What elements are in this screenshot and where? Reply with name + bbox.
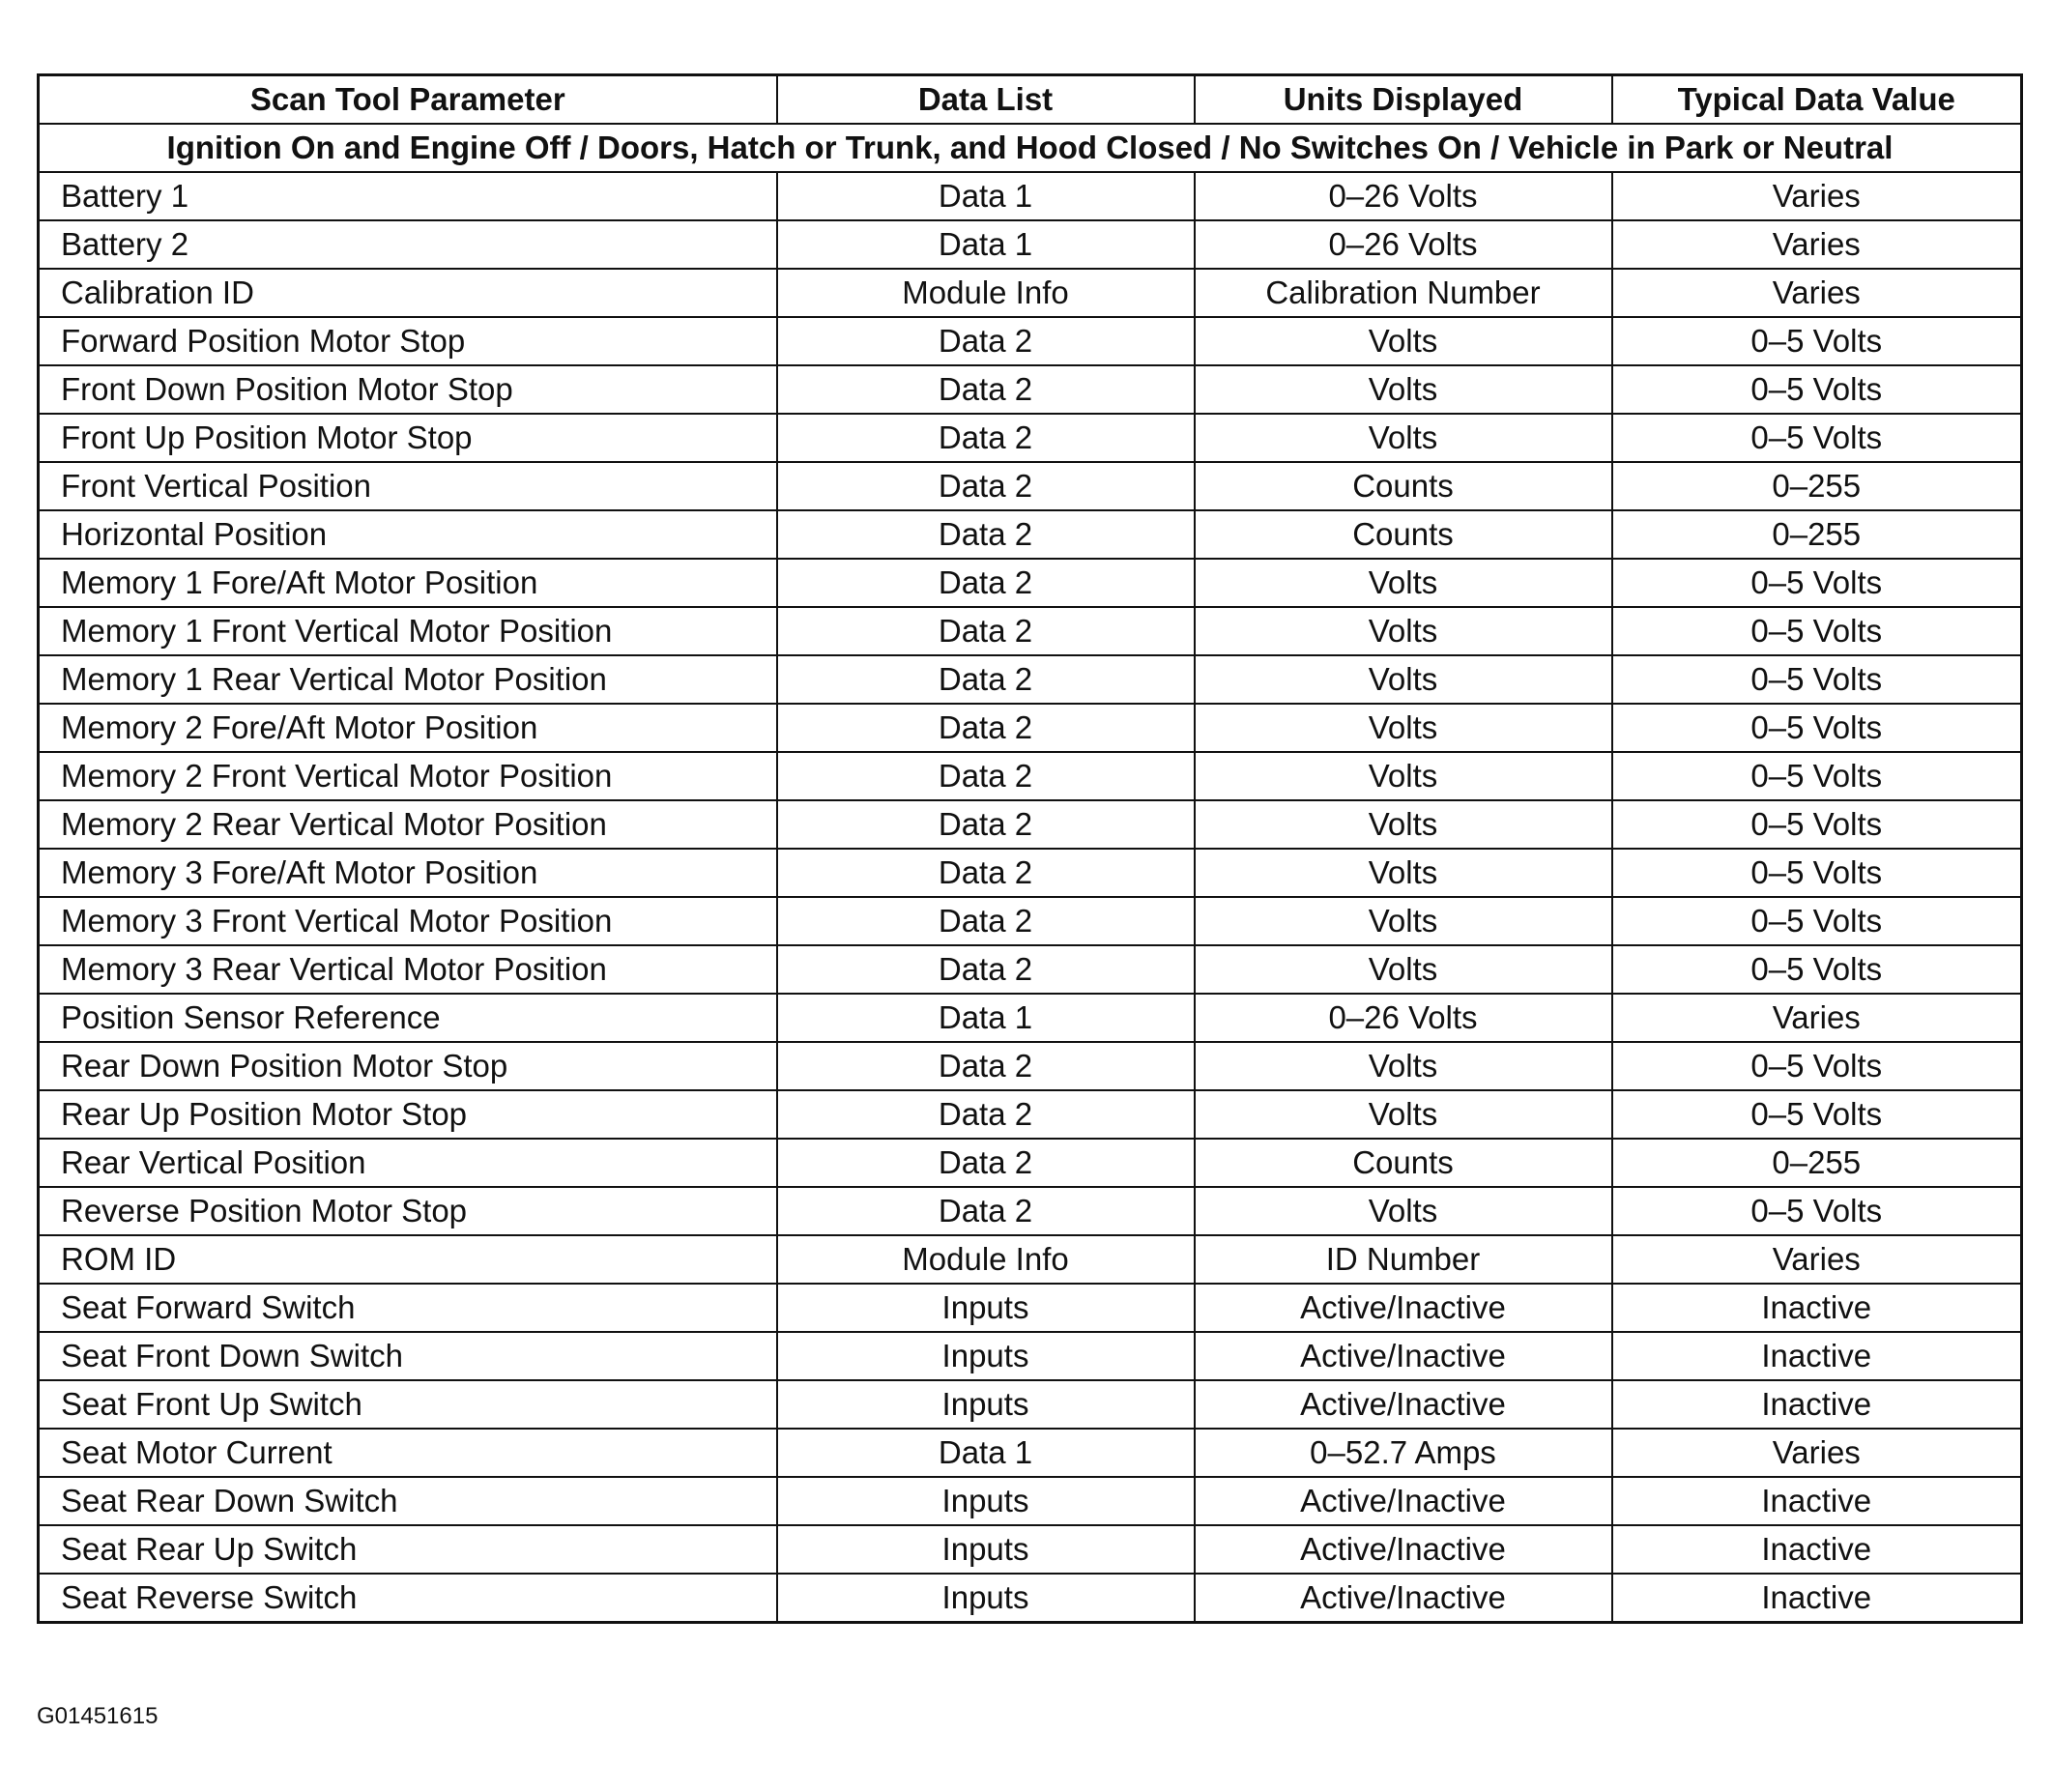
table-row — [39, 1090, 2022, 1139]
table-row — [39, 1187, 2022, 1235]
table-row — [39, 1332, 2022, 1380]
cell-data-list: Data 2 — [777, 752, 1195, 800]
cell-typical-value: 0–5 Volts — [1612, 945, 2022, 994]
cell-units: Volts — [1195, 1042, 1612, 1090]
table-row — [39, 559, 2022, 607]
cell-parameter: Position Sensor Reference — [39, 994, 777, 1042]
table-row — [39, 317, 2022, 365]
table-row — [39, 1477, 2022, 1525]
table-row — [39, 1139, 2022, 1187]
cell-parameter: Seat Forward Switch — [39, 1284, 777, 1332]
cell-typical-value: 0–255 — [1612, 462, 2022, 510]
cell-data-list: Data 2 — [777, 1090, 1195, 1139]
cell-units: Active/Inactive — [1195, 1380, 1612, 1429]
cell-data-list: Inputs — [777, 1477, 1195, 1525]
cell-typical-value: Inactive — [1612, 1332, 2022, 1380]
cell-units: Counts — [1195, 462, 1612, 510]
cell-units: Volts — [1195, 607, 1612, 655]
cell-data-list: Data 2 — [777, 414, 1195, 462]
header-units-displayed: Units Displayed — [1195, 75, 1612, 125]
table-row — [39, 994, 2022, 1042]
table-row — [39, 1429, 2022, 1477]
cell-parameter: Memory 1 Rear Vertical Motor Position — [39, 655, 777, 704]
cell-units: Volts — [1195, 655, 1612, 704]
cell-typical-value: 0–5 Volts — [1612, 607, 2022, 655]
cell-typical-value: Inactive — [1612, 1477, 2022, 1525]
table-row — [39, 607, 2022, 655]
table-row — [39, 172, 2022, 220]
cell-units: Volts — [1195, 559, 1612, 607]
cell-units: Volts — [1195, 752, 1612, 800]
cell-data-list: Data 2 — [777, 655, 1195, 704]
cell-data-list: Data 2 — [777, 704, 1195, 752]
cell-parameter: Rear Up Position Motor Stop — [39, 1090, 777, 1139]
cell-parameter: Calibration ID — [39, 269, 777, 317]
cell-units: Volts — [1195, 945, 1612, 994]
cell-typical-value: 0–5 Volts — [1612, 1042, 2022, 1090]
header-typical-data-value: Typical Data Value — [1612, 75, 2022, 125]
table-header-row — [39, 75, 2022, 125]
cell-typical-value: 0–5 Volts — [1612, 752, 2022, 800]
cell-typical-value: Inactive — [1612, 1380, 2022, 1429]
cell-data-list: Module Info — [777, 1235, 1195, 1284]
cell-units: Volts — [1195, 800, 1612, 849]
cell-typical-value: Varies — [1612, 1429, 2022, 1477]
cell-typical-value: 0–255 — [1612, 510, 2022, 559]
cell-data-list: Data 2 — [777, 897, 1195, 945]
cell-units: Volts — [1195, 897, 1612, 945]
cell-units: Counts — [1195, 510, 1612, 559]
cell-units: Volts — [1195, 317, 1612, 365]
table-row — [39, 365, 2022, 414]
cell-typical-value: 0–255 — [1612, 1139, 2022, 1187]
cell-typical-value: Varies — [1612, 220, 2022, 269]
table-row — [39, 269, 2022, 317]
cell-parameter: Seat Front Up Switch — [39, 1380, 777, 1429]
cell-parameter: Seat Rear Up Switch — [39, 1525, 777, 1574]
cell-data-list: Module Info — [777, 269, 1195, 317]
cell-units: Volts — [1195, 849, 1612, 897]
figure-id: G01451615 — [37, 1703, 159, 1729]
cell-units: Volts — [1195, 704, 1612, 752]
cell-units: Active/Inactive — [1195, 1284, 1612, 1332]
cell-typical-value: 0–5 Volts — [1612, 559, 2022, 607]
cell-typical-value: 0–5 Volts — [1612, 414, 2022, 462]
cell-parameter: Horizontal Position — [39, 510, 777, 559]
cell-typical-value: Inactive — [1612, 1574, 2022, 1623]
cell-units: Counts — [1195, 1139, 1612, 1187]
cell-units: Volts — [1195, 365, 1612, 414]
cell-data-list: Data 2 — [777, 559, 1195, 607]
table-row — [39, 1284, 2022, 1332]
cell-units: 0–26 Volts — [1195, 220, 1612, 269]
cell-typical-value: 0–5 Volts — [1612, 655, 2022, 704]
cell-data-list: Data 2 — [777, 510, 1195, 559]
table-row — [39, 800, 2022, 849]
cell-units: Active/Inactive — [1195, 1477, 1612, 1525]
cell-typical-value: Inactive — [1612, 1284, 2022, 1332]
cell-data-list: Data 2 — [777, 1042, 1195, 1090]
cell-typical-value: 0–5 Volts — [1612, 1090, 2022, 1139]
cell-units: Calibration Number — [1195, 269, 1612, 317]
cell-units: ID Number — [1195, 1235, 1612, 1284]
cell-parameter: Reverse Position Motor Stop — [39, 1187, 777, 1235]
cell-parameter: Battery 1 — [39, 172, 777, 220]
cell-parameter: Memory 2 Rear Vertical Motor Position — [39, 800, 777, 849]
cell-typical-value: 0–5 Volts — [1612, 849, 2022, 897]
cell-parameter: Seat Front Down Switch — [39, 1332, 777, 1380]
header-data-list: Data List — [777, 75, 1195, 125]
cell-data-list: Data 2 — [777, 317, 1195, 365]
table-row — [39, 1380, 2022, 1429]
cell-typical-value: 0–5 Volts — [1612, 704, 2022, 752]
cell-data-list: Inputs — [777, 1525, 1195, 1574]
cell-typical-value: 0–5 Volts — [1612, 800, 2022, 849]
cell-parameter: Memory 2 Fore/Aft Motor Position — [39, 704, 777, 752]
cell-data-list: Data 2 — [777, 365, 1195, 414]
cell-units: 0–26 Volts — [1195, 994, 1612, 1042]
table-row — [39, 510, 2022, 559]
table-body — [39, 124, 2022, 1623]
cell-data-list: Data 1 — [777, 220, 1195, 269]
cell-parameter: Seat Motor Current — [39, 1429, 777, 1477]
cell-parameter: Battery 2 — [39, 220, 777, 269]
table-row — [39, 704, 2022, 752]
cell-data-list: Data 2 — [777, 800, 1195, 849]
cell-units: Volts — [1195, 414, 1612, 462]
cell-parameter: Memory 3 Rear Vertical Motor Position — [39, 945, 777, 994]
cell-units: Volts — [1195, 1187, 1612, 1235]
table-row — [39, 655, 2022, 704]
header-scan-tool-parameter: Scan Tool Parameter — [39, 75, 777, 125]
cell-units: Active/Inactive — [1195, 1525, 1612, 1574]
cell-typical-value: 0–5 Volts — [1612, 897, 2022, 945]
cell-data-list: Data 2 — [777, 945, 1195, 994]
cell-data-list: Data 1 — [777, 172, 1195, 220]
cell-typical-value: 0–5 Volts — [1612, 317, 2022, 365]
cell-typical-value: 0–5 Volts — [1612, 1187, 2022, 1235]
cell-units: Volts — [1195, 1090, 1612, 1139]
cell-parameter: Memory 3 Fore/Aft Motor Position — [39, 849, 777, 897]
table-row — [39, 1042, 2022, 1090]
table-row — [39, 1574, 2022, 1623]
table-row — [39, 945, 2022, 994]
cell-data-list: Inputs — [777, 1332, 1195, 1380]
cell-parameter: Memory 1 Front Vertical Motor Position — [39, 607, 777, 655]
table-row — [39, 414, 2022, 462]
cell-parameter: Memory 3 Front Vertical Motor Position — [39, 897, 777, 945]
scan-tool-data-table — [37, 73, 2023, 1624]
cell-parameter: Memory 1 Fore/Aft Motor Position — [39, 559, 777, 607]
table-row — [39, 1235, 2022, 1284]
cell-parameter: Forward Position Motor Stop — [39, 317, 777, 365]
cell-parameter: Rear Vertical Position — [39, 1139, 777, 1187]
condition-row — [39, 124, 2022, 172]
table-row — [39, 897, 2022, 945]
cell-typical-value: Varies — [1612, 269, 2022, 317]
cell-typical-value: Inactive — [1612, 1525, 2022, 1574]
cell-data-list: Inputs — [777, 1380, 1195, 1429]
cell-typical-value: Varies — [1612, 994, 2022, 1042]
cell-data-list: Data 1 — [777, 1429, 1195, 1477]
cell-units: Active/Inactive — [1195, 1574, 1612, 1623]
table-row — [39, 462, 2022, 510]
table-row — [39, 1525, 2022, 1574]
cell-data-list: Data 2 — [777, 1187, 1195, 1235]
cell-units: Active/Inactive — [1195, 1332, 1612, 1380]
cell-data-list: Data 2 — [777, 1139, 1195, 1187]
cell-parameter: Rear Down Position Motor Stop — [39, 1042, 777, 1090]
cell-data-list: Data 2 — [777, 607, 1195, 655]
cell-parameter: Memory 2 Front Vertical Motor Position — [39, 752, 777, 800]
cell-parameter: Seat Rear Down Switch — [39, 1477, 777, 1525]
cell-data-list: Data 2 — [777, 462, 1195, 510]
cell-typical-value: Varies — [1612, 172, 2022, 220]
cell-data-list: Data 2 — [777, 849, 1195, 897]
cell-data-list: Inputs — [777, 1574, 1195, 1623]
table-row — [39, 849, 2022, 897]
cell-units: 0–52.7 Amps — [1195, 1429, 1612, 1477]
cell-parameter: Front Vertical Position — [39, 462, 777, 510]
table-row — [39, 752, 2022, 800]
cell-typical-value: Varies — [1612, 1235, 2022, 1284]
cell-typical-value: 0–5 Volts — [1612, 365, 2022, 414]
cell-parameter: Seat Reverse Switch — [39, 1574, 777, 1623]
cell-data-list: Data 1 — [777, 994, 1195, 1042]
table-row — [39, 220, 2022, 269]
cell-parameter: ROM ID — [39, 1235, 777, 1284]
operating-condition: Ignition On and Engine Off / Doors, Hatch or Trunk, and Hood Closed / No Switches On / Vehicle in Park or Neutral — [39, 124, 2022, 172]
cell-parameter: Front Up Position Motor Stop — [39, 414, 777, 462]
cell-parameter: Front Down Position Motor Stop — [39, 365, 777, 414]
cell-units: 0–26 Volts — [1195, 172, 1612, 220]
cell-data-list: Inputs — [777, 1284, 1195, 1332]
